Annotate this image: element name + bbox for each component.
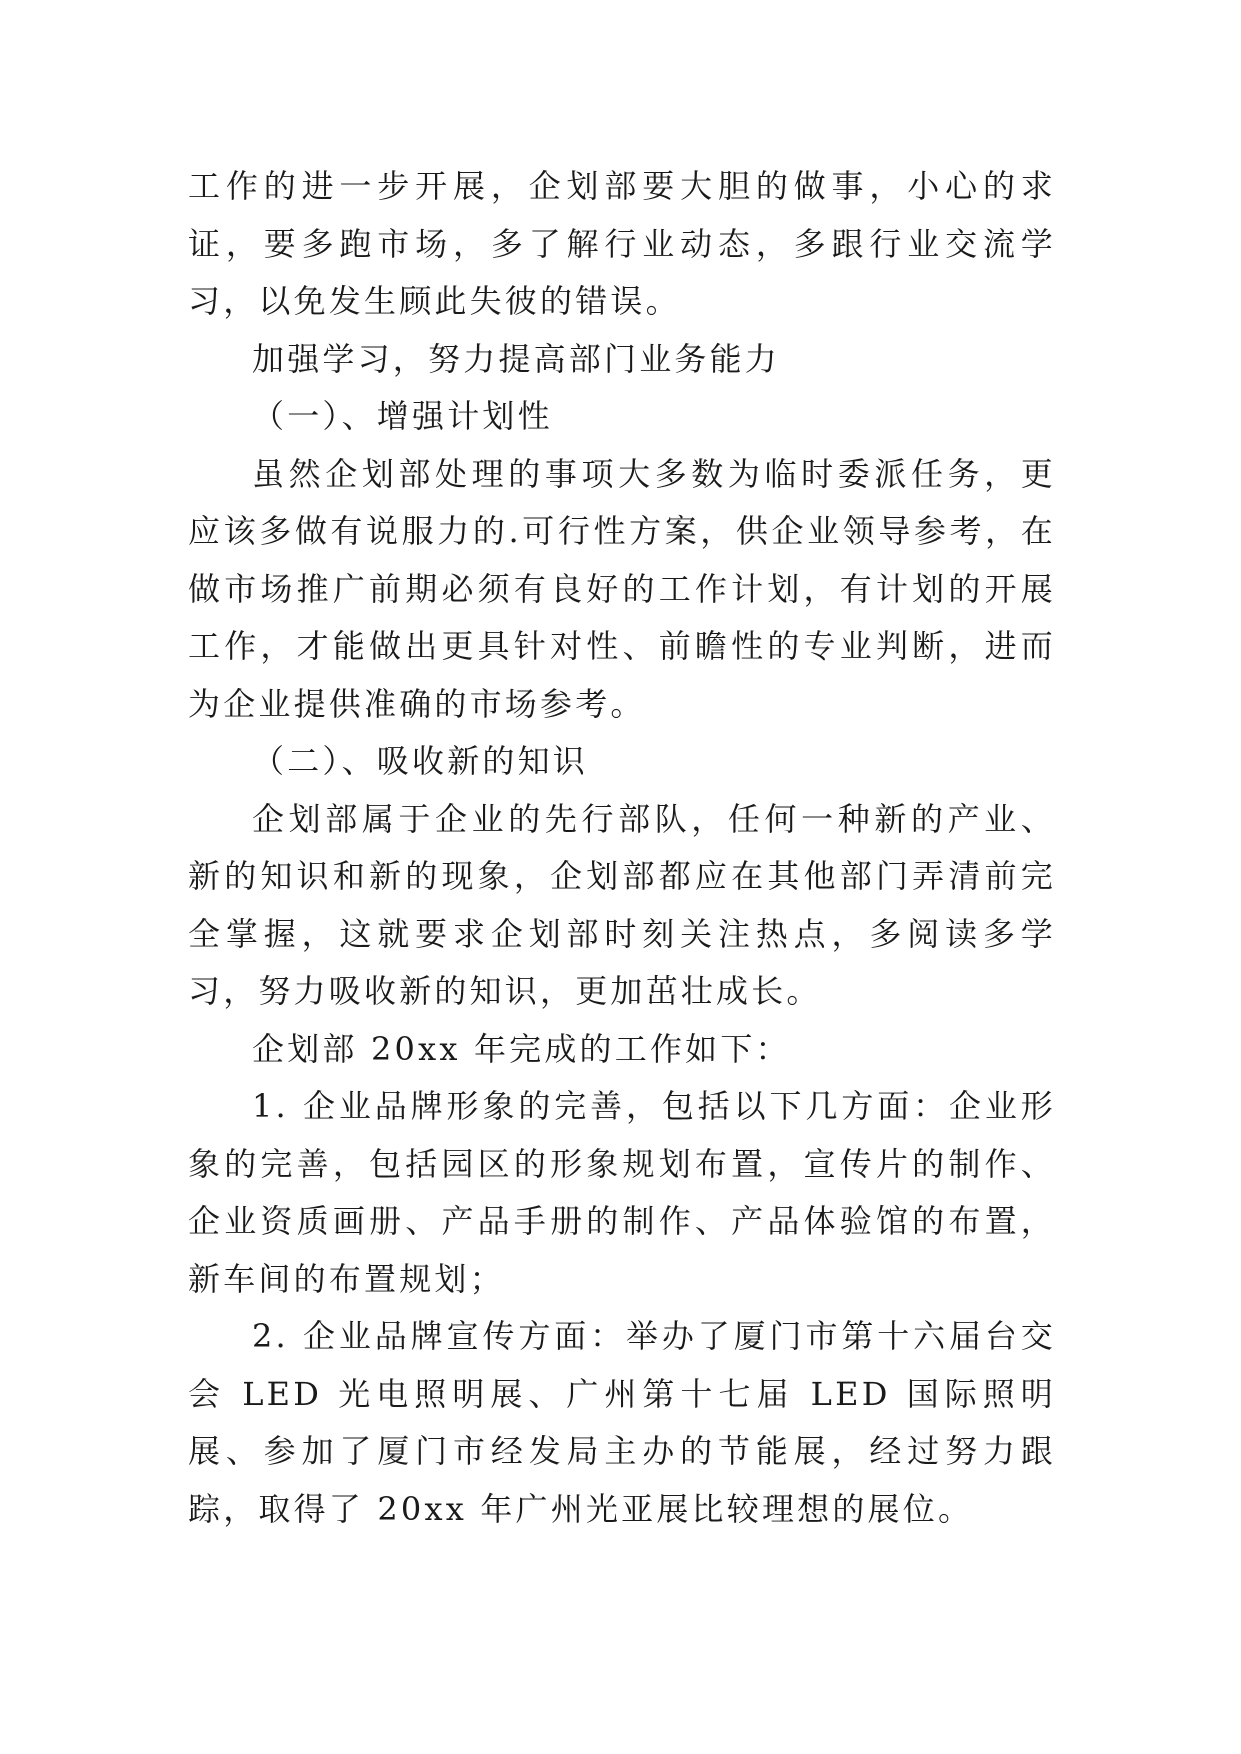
- paragraph-knowledge: 企划部属于企业的先行部队，任何一种新的产业、新的知识和新的现象，企划部都应在其他部门弄清前完全掌握，这就要求企划部时刻关注热点，多阅读多学习，努力吸收新的知识，更加茁壮成长。: [188, 799, 1056, 1010]
- subsection-heading-1: （一）、增强计划性: [252, 397, 553, 435]
- document-body: [188, 158, 1056, 1538]
- section-heading: 加强学习，努力提高部门业务能力: [252, 339, 781, 378]
- subsection-heading-2: （二）、吸收新的知识: [252, 742, 589, 780]
- work-item-2: 2. 企业品牌宣传方面：举办了厦门市第十六届台交会 LED 光电照明展、广州第十七届 LED 国际照明展、参加了厦门市经发局主办的节能展，经过努力跟踪，取得了 20xx 年广州光亚展比较理想的展位。: [188, 1317, 1056, 1528]
- work-item-1: 1. 企业品牌形象的完善，包括以下几方面：企业形象的完善，包括园区的形象规划布置，宣传片的制作、企业资质画册、产品手册的制作、产品体验馆的布置，新车间的布置规划；: [188, 1087, 1056, 1298]
- work-summary-heading: 企划部 20xx 年完成的工作如下：: [252, 1029, 791, 1068]
- paragraph-planning: 虽然企划部处理的事项大多数为临时委派任务，更应该多做有说服力的.可行性方案，供企业领导参考，在做市场推广前期必须有良好的工作计划，有计划的开展工作，才能做出更具针对性、前瞻性的专业判断，进而为企业提供准确的市场参考。: [188, 454, 1056, 723]
- paragraph-continuation: 工作的进一步开展，企划部要大胆的做事，小心的求证，要多跑市场，多了解行业动态，多跟行业交流学习，以免发生顾此失彼的错误。: [188, 167, 1056, 320]
